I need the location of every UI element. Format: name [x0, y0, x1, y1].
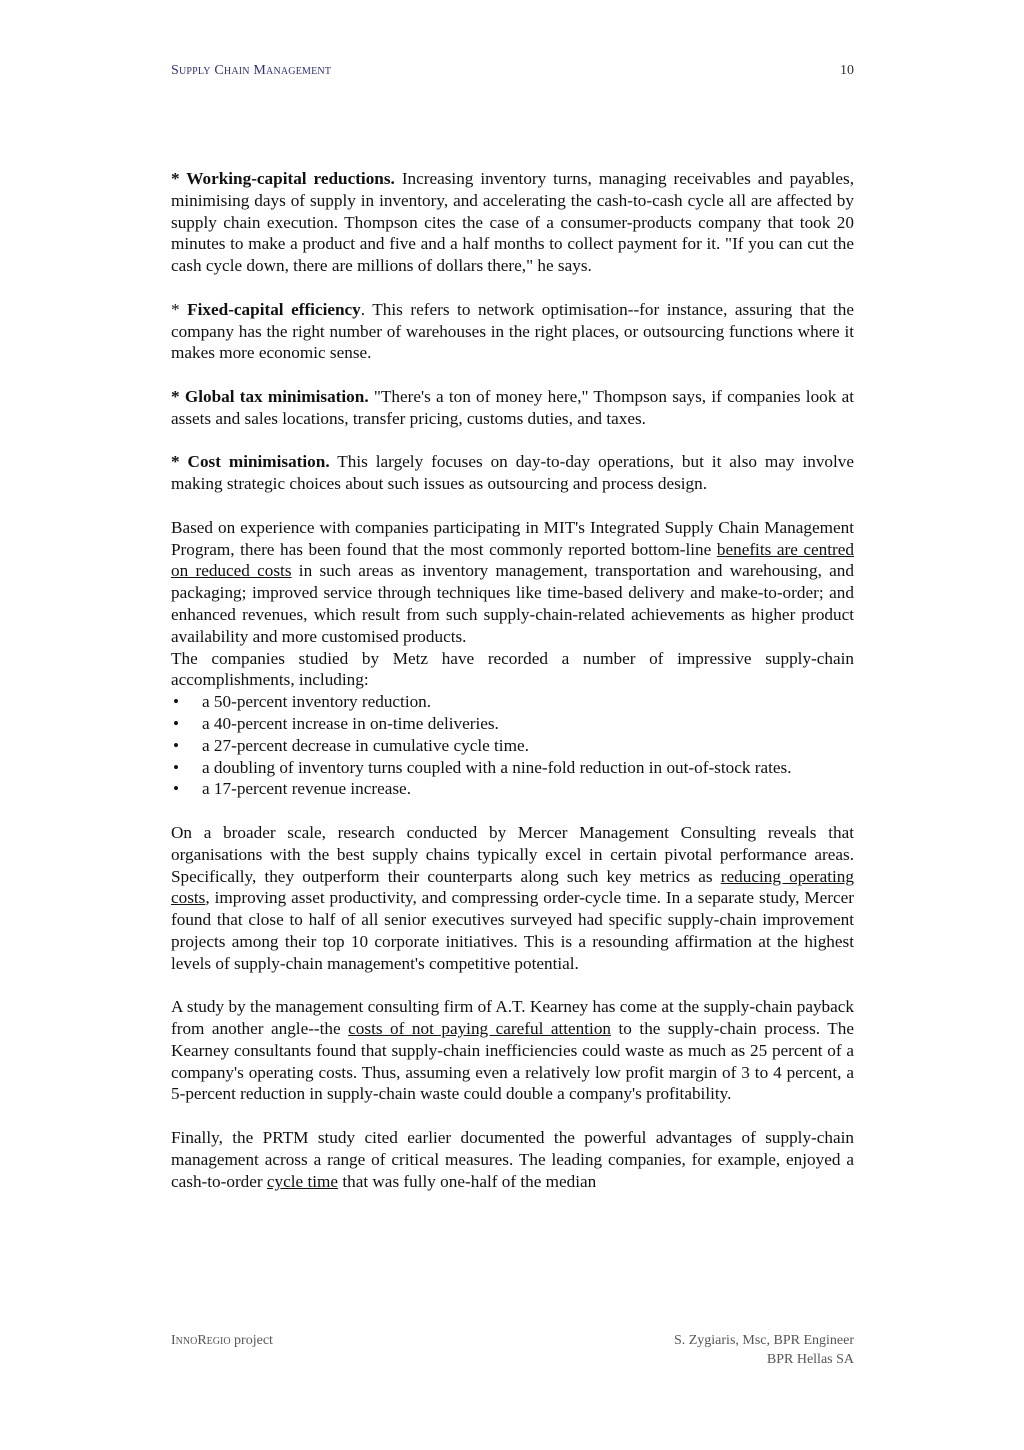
- footer-author-block: [674, 1331, 854, 1369]
- paragraph-text: Based on experience with companies participating in MIT's Integrated Supply Chain Management Program, there has been found that the most commonly reported bottom-line: [171, 517, 854, 559]
- paragraph-text: , improving asset productivity, and compressing order-cycle time. In a separate study, Mercer found that close to half of all senior executives surveyed had specific supply-chain improvement projects among their top 10 corporate initiatives. This is a resounding affirmation at the highest levels of supply-chain management's competitive potential.: [171, 888, 854, 973]
- paragraph-text: "There's a ton of money here," Thompson says, if companies look at assets and sales locations, transfer pricing, customs duties, and taxes.: [171, 386, 854, 428]
- paragraph-prtm: [171, 1127, 854, 1192]
- list-item: [171, 757, 854, 779]
- paragraph-lead: * Global tax minimisation.: [171, 386, 369, 406]
- paragraph-text: . This refers to network optimisation--for instance, assuring that the company has the right number of warehouses in the right places, or outsourcing functions where it makes more economic sense.: [171, 299, 855, 363]
- paragraph-lead: Fixed-capital efficiency: [187, 299, 361, 319]
- page-header: [171, 63, 854, 83]
- paragraph-lead: * Working-capital reductions.: [171, 169, 395, 188]
- list-item-text: a 50-percent inventory reduction.: [202, 692, 432, 712]
- list-item: [171, 735, 854, 757]
- footer-project: [171, 1331, 273, 1350]
- paragraph-cost-minimisation: [171, 451, 854, 495]
- bullet-icon: •: [173, 692, 180, 712]
- list-item: [171, 778, 854, 800]
- bullet-icon: •: [173, 713, 180, 733]
- paragraph-text: Increasing inventory turns, managing receivables and payables, minimising days of supply in inventory, and accelerating the cash-to-cash cycle all are affected by supply chain execution. Thompson cites the case of a consumer-products company that took 20 minutes to make a product and five and a half months to collect payment for it. "If you can cut the cash cycle down, there are millions of dollars there," he says.: [171, 169, 855, 276]
- underlined-phrase: reducing operating costs: [171, 866, 854, 908]
- paragraph-fixed-capital: [171, 299, 854, 364]
- project-name: InnoRegio: [171, 1333, 231, 1348]
- paragraph-text: that was fully one-half of the median: [338, 1171, 597, 1191]
- paragraph-mit-program: [171, 517, 854, 648]
- paragraph-kearney: [171, 996, 854, 1105]
- list-item: [171, 691, 854, 713]
- paragraph-star: *: [171, 299, 188, 319]
- page-number: 10: [840, 63, 854, 78]
- paragraph-metz-intro: The companies studied by Metz have recorded a number of impressive supply-chain accomplishments, including:: [171, 648, 854, 690]
- underlined-phrase: costs of not paying careful attention: [348, 1019, 612, 1039]
- list-item: [171, 713, 854, 735]
- accomplishments-list: [171, 691, 854, 800]
- paragraph-text: Finally, the PRTM study cited earlier documented the powerful advantages of supply-chain management across a range of critical measures. The leading companies, for example, enjoyed a cash-to-order: [171, 1128, 854, 1191]
- paragraph-text: in such areas as inventory management, transportation and warehousing, and packaging; improved service through techniques like time-based delivery and make-to-order; and enhanced revenues, which result from such supply-chain-related achievements as higher product availability and more customised products.: [171, 561, 854, 646]
- bullet-icon: •: [173, 779, 180, 799]
- document-body: [171, 168, 854, 1192]
- list-item-text: a 17-percent revenue increase.: [202, 779, 411, 799]
- paragraph-lead: * Cost minimisation.: [171, 452, 330, 472]
- paragraph-text: This largely focuses on day-to-day operations, but it also may involve making strategic choices about such issues as outsourcing and process design.: [171, 452, 854, 494]
- paragraph-mercer: [171, 822, 854, 975]
- underlined-phrase: benefits are centred on reduced costs: [171, 539, 854, 581]
- footer-company: BPR Hellas SA: [766, 1352, 854, 1367]
- paragraph-text: On a broader scale, research conducted by Mercer Management Consulting reveals that organisations with the best supply chains typically excel in certain pivotal performance areas. Specifically, they outperform their counterparts along such key metrics as: [171, 822, 854, 886]
- bullet-icon: •: [173, 735, 180, 755]
- paragraph-text: to the supply-chain process. The Kearney consultants found that supply-chain inefficiencies could waste as much as 25 percent of a company's operating costs. Thus, assuming even a relatively low profit margin of 3 to 4 percent, a 5-percent reduction in supply-chain waste could double a company's profitability.: [171, 1019, 854, 1104]
- bullet-icon: •: [173, 757, 180, 777]
- list-item-text: a 27-percent decrease in cumulative cycle time.: [202, 735, 529, 755]
- list-item-text: a doubling of inventory turns coupled with a nine-fold reduction in out-of-stock rates.: [202, 757, 792, 777]
- list-item-text: a 40-percent increase in on-time deliveries.: [202, 713, 499, 733]
- running-title: Supply Chain Management: [171, 63, 332, 78]
- project-suffix: project: [230, 1333, 273, 1348]
- footer-author: S. Zygiaris, Msc, BPR Engineer: [673, 1333, 854, 1348]
- paragraph-global-tax: [171, 386, 854, 430]
- underlined-phrase: cycle time: [266, 1171, 339, 1191]
- paragraph-working-capital: [171, 168, 854, 277]
- paragraph-text: A study by the management consulting firm of A.T. Kearney has come at the supply-chain payback from another angle--the: [171, 997, 854, 1039]
